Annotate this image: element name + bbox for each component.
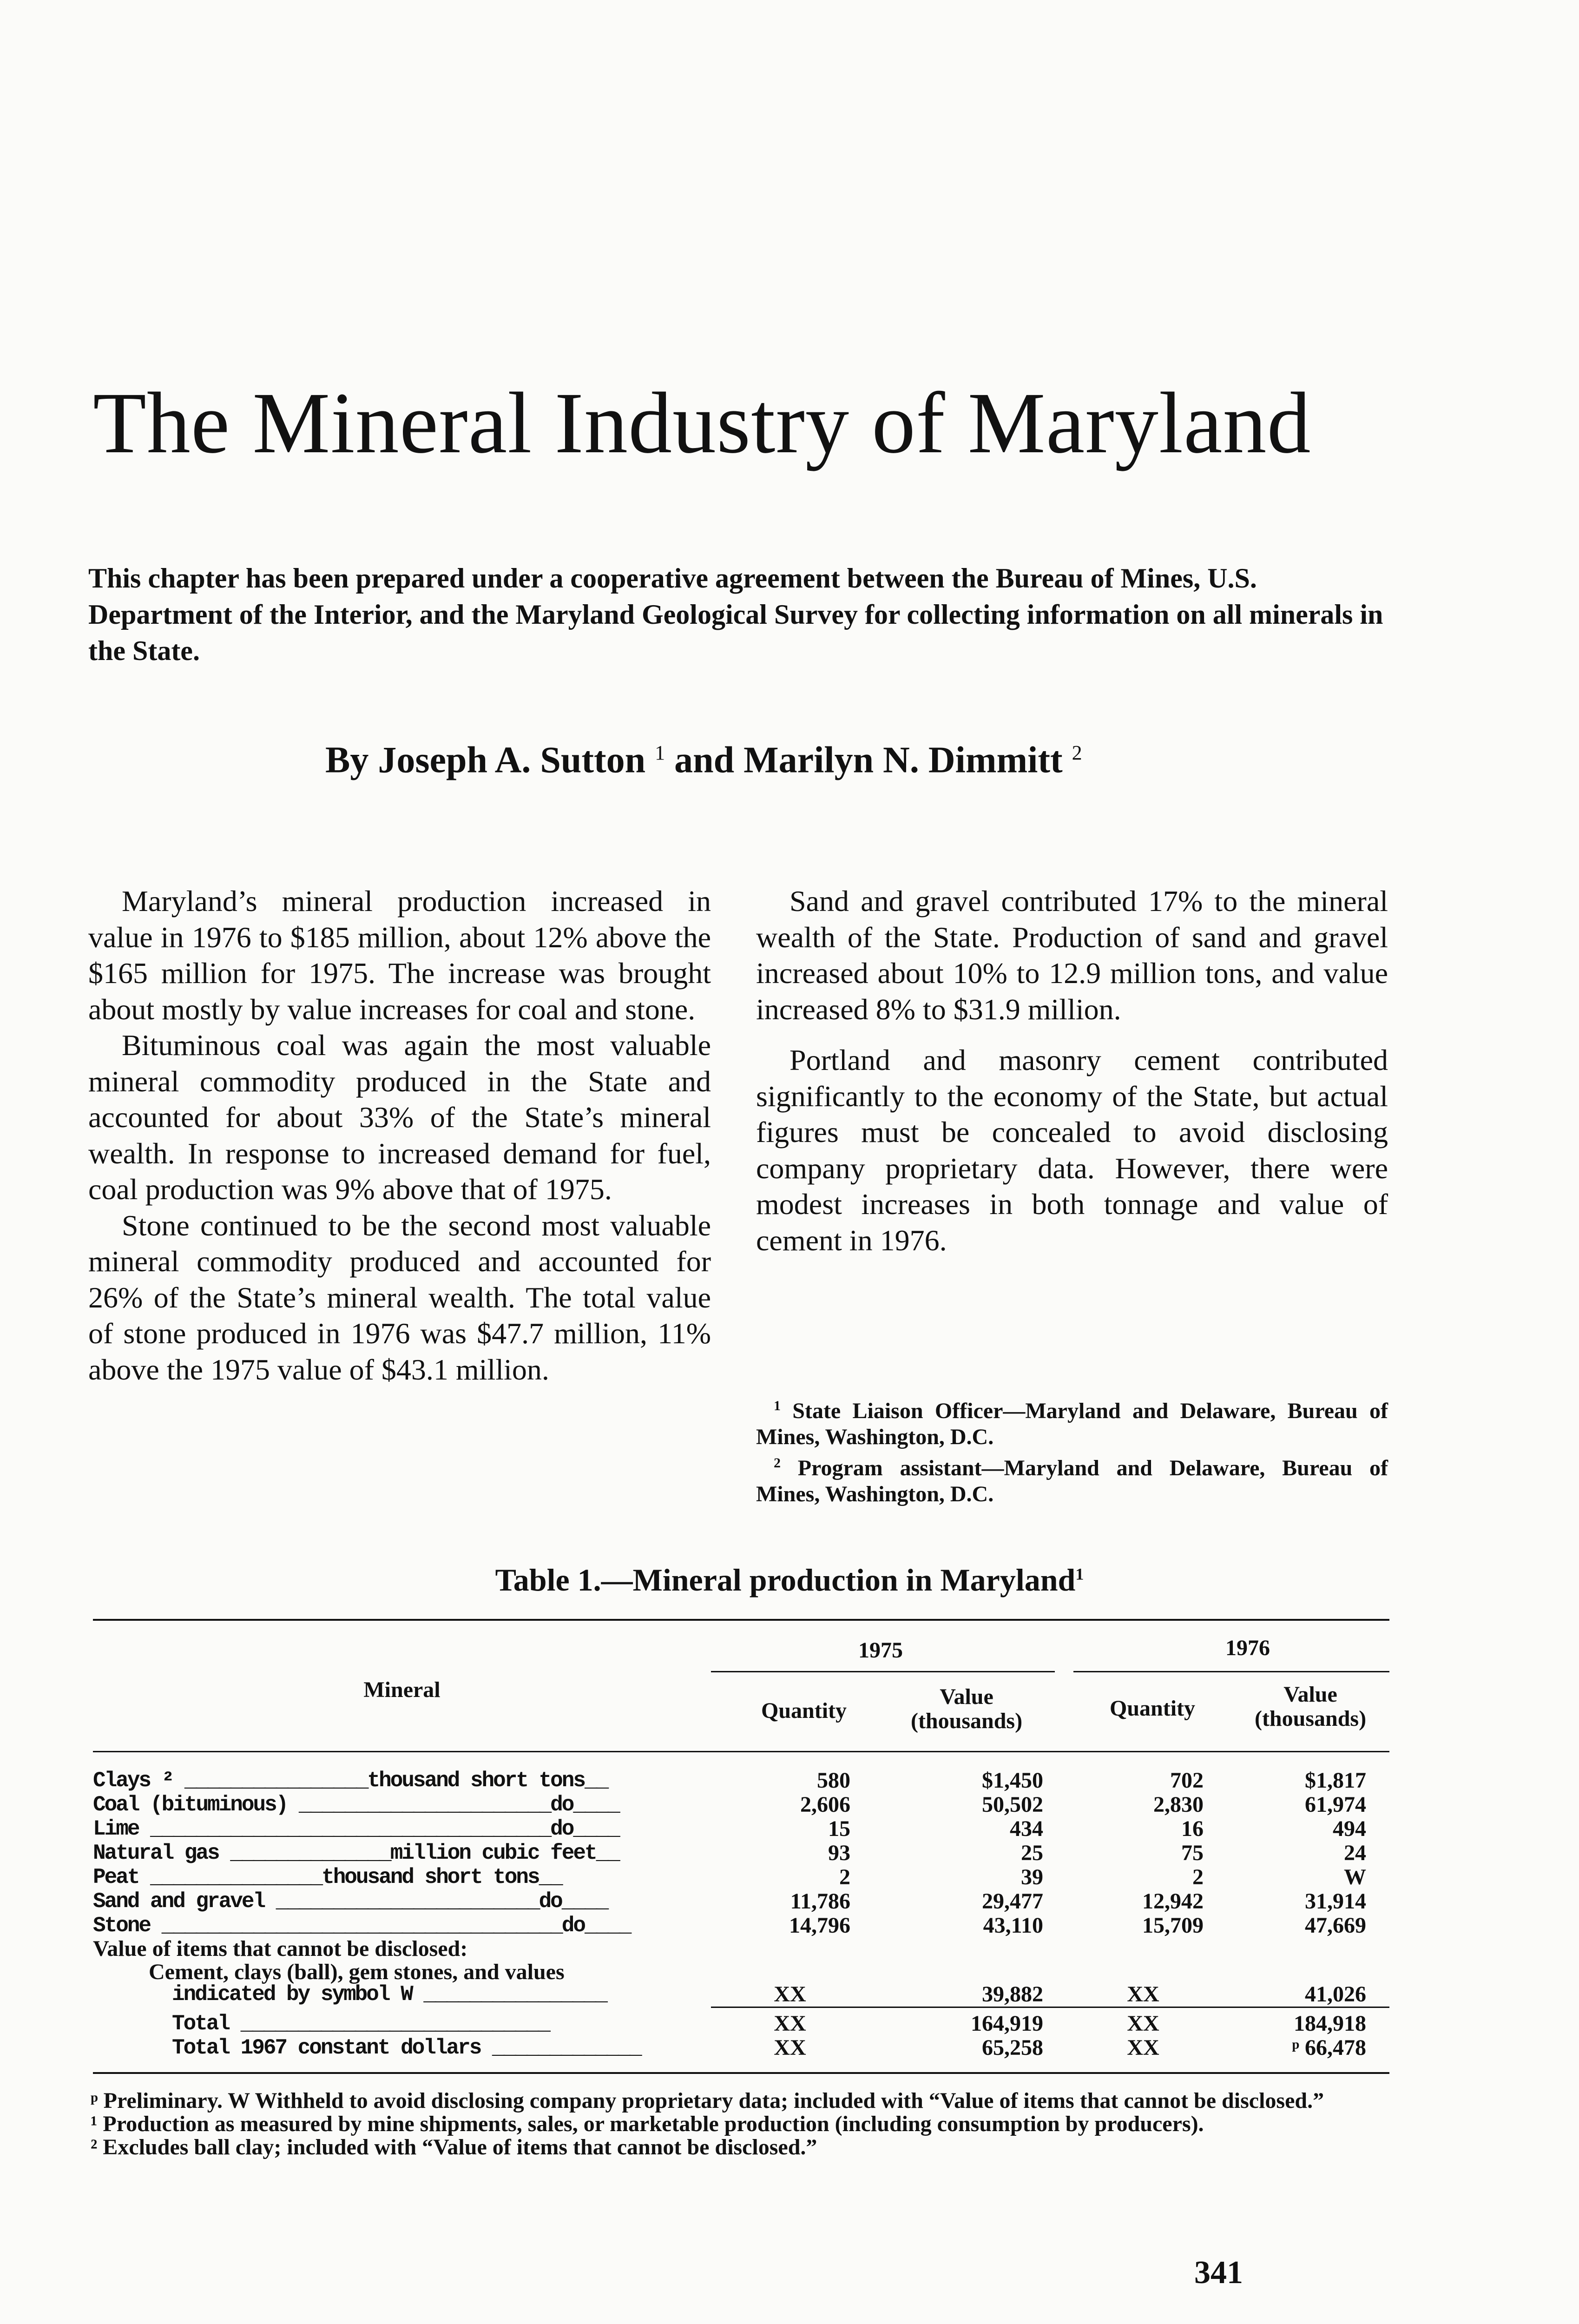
author-footnotes xyxy=(756,1393,1388,1507)
paragraph: Sand and gravel contributed 17% to the mineral wealth of the State. Production of sand and gravel increased about 10% to 12.9 million tons, and value increased 8% to $31.9 million. xyxy=(756,885,1388,1026)
author-1: By Joseph A. Sutton xyxy=(325,739,646,781)
quantity-1976: XX xyxy=(1127,2035,1159,2060)
quantity-1975: 93 xyxy=(828,1841,850,1865)
value-1975: 65,258 xyxy=(982,2035,1043,2060)
byline xyxy=(325,730,1255,784)
footnote: $^1$ State Liaison Officer—Maryland and Delaware, Bureau of Mines, Washington, D.C. xyxy=(756,1398,1388,1449)
quantity-1975: 14,796 xyxy=(789,1913,850,1938)
value-1975: 164,919 xyxy=(971,2011,1043,2036)
undisclosed-subheading: Cement, clays (ball), gem stones, and values xyxy=(149,1960,565,1984)
quantity-1975: XX xyxy=(774,1982,806,2007)
right-column xyxy=(756,883,1388,1258)
table-row xyxy=(0,1841,1579,1865)
footnote: ᵖ Preliminary. W Withheld to avoid disclosing company proprietary data; included with “Value of items that cannot be disclosed.” xyxy=(91,2088,1324,2113)
row-label: Total ___________________________ xyxy=(172,2012,549,2036)
value-1975: 434 xyxy=(1010,1816,1043,1841)
author-1-footnote-mark: 1 xyxy=(655,741,665,764)
quantity-1976: XX xyxy=(1127,1982,1159,2007)
paragraph: Stone continued to be the second most valuable mineral commodity produced and accounted for 26% of the State’s mineral wealth. The total value of stone produced in 1976 was $47.7 million, 11% above the 1975 value of $43.1 million. xyxy=(88,1208,711,1386)
quantity-1976: 2 xyxy=(1192,1865,1204,1889)
table-row xyxy=(0,1889,1579,1914)
value-1976: ᵖ 66,478 xyxy=(1292,2035,1366,2060)
header-quantity-1976: Quantity xyxy=(1109,1696,1196,1721)
footnote: ¹ Production as measured by mine shipments, sales, or marketable production (including consumption by producers). xyxy=(91,2112,1204,2136)
quantity-1975: 11,786 xyxy=(790,1889,850,1914)
value-1975: 25 xyxy=(1021,1841,1043,1865)
value-1976: 47,669 xyxy=(1305,1913,1366,1938)
quantity-1975: XX xyxy=(774,2035,806,2060)
value-1975: $1,450 xyxy=(982,1768,1043,1793)
table-row xyxy=(0,1817,1579,1841)
value-1976: 24 xyxy=(1344,1841,1366,1865)
row-label: indicated by symbol W ________________ xyxy=(172,1982,606,2007)
table-caption: Table 1.—Mineral production in Maryland$^1$ xyxy=(495,1562,1084,1598)
header-value-1976: Value (thousands) xyxy=(1254,1682,1367,1731)
row-label: Total 1967 constant dollars _____________ xyxy=(172,2036,641,2060)
row-label: Coal (bituminous) ______________________do____ xyxy=(93,1793,619,1817)
quantity-1975: XX xyxy=(774,2011,806,2036)
quantity-1976: XX xyxy=(1127,2011,1159,2036)
row-label: Lime ___________________________________do____ xyxy=(93,1817,619,1841)
table-row-constant-dollars xyxy=(0,2036,1579,2060)
value-1976: 494 xyxy=(1333,1816,1366,1841)
value-1975: 43,110 xyxy=(983,1913,1043,1938)
intro-note: This chapter has been prepared under a cooperative agreement between the Bureau of Mines, U.S. Department of the Interior, and the Maryland Geological Survey for collecting information on all minerals in the State. xyxy=(88,563,1383,666)
table-row xyxy=(0,1793,1579,1817)
table-bottom-rule xyxy=(93,2072,1389,2074)
quantity-1976: 16 xyxy=(1181,1816,1204,1841)
footnote: ² Excludes ball clay; included with “Value of items that cannot be disclosed.” xyxy=(91,2135,817,2159)
total-rule xyxy=(711,2007,1389,2008)
page-title: The Mineral Industry of Maryland xyxy=(93,374,1311,471)
value-1975: 29,477 xyxy=(982,1889,1043,1914)
page-number: 341 xyxy=(1194,2255,1243,2291)
value-1975: 39 xyxy=(1021,1865,1043,1889)
paragraph: Bituminous coal was again the most valuable mineral commodity produced in the State and accounted for about 33% of the State’s mineral wealth. In response to increased demand for fuel, coal production was 9% above that of 1975. xyxy=(88,1029,711,1206)
quantity-1975: 2 xyxy=(839,1865,850,1889)
value-1976: W xyxy=(1344,1865,1366,1889)
row-label: Peat _______________thousand short tons__ xyxy=(93,1865,562,1889)
header-year-1976: 1976 xyxy=(1225,1636,1270,1660)
table-row-undisclosed xyxy=(0,1982,1579,2007)
paragraph: Maryland’s mineral production increased in value in 1976 to $185 million, about 12% above the $165 million for 1975. The increase was brought about mostly by value increases for coal and stone. xyxy=(88,885,711,1026)
quantity-1975: 580 xyxy=(817,1768,850,1793)
header-value-1975: Value (thousands) xyxy=(910,1684,1023,1733)
table-top-rule xyxy=(93,1619,1389,1621)
row-label: Stone ___________________________________do____ xyxy=(93,1914,631,1938)
table-row xyxy=(0,1914,1579,1938)
table-footnotes xyxy=(91,2089,1392,2159)
value-1976: 61,974 xyxy=(1305,1792,1366,1817)
paragraph: Portland and masonry cement contributed significantly to the economy of the State, but actual figures must be concealed to avoid disclosing company proprietary data. However, there were modest increases in both tonnage and value of cement in 1976. xyxy=(756,1043,1388,1257)
quantity-1975: 2,606 xyxy=(800,1792,850,1817)
header-year-1975: 1975 xyxy=(858,1638,903,1663)
quantity-1976: 12,942 xyxy=(1142,1889,1204,1914)
value-1975: 50,502 xyxy=(982,1792,1043,1817)
value-1976: 31,914 xyxy=(1305,1889,1366,1914)
table-row-total xyxy=(0,2012,1579,2036)
footnote: $^2$ Program assistant—Maryland and Delaware, Bureau of Mines, Washington, D.C. xyxy=(756,1455,1388,1506)
header-mineral: Mineral xyxy=(363,1677,441,1702)
year-1976-rule xyxy=(1073,1671,1389,1672)
author-2-footnote-mark: 2 xyxy=(1072,741,1082,764)
undisclosed-heading: Value of items that cannot be disclosed: xyxy=(93,1936,468,1961)
quantity-1976: 75 xyxy=(1181,1841,1204,1865)
author-2: and Marilyn N. Dimmitt xyxy=(674,739,1063,781)
row-label: Natural gas ______________million cubic feet__ xyxy=(93,1841,619,1865)
value-1975: 39,882 xyxy=(982,1982,1043,2007)
row-label: Sand and gravel _______________________do____ xyxy=(93,1889,608,1914)
year-1975-rule xyxy=(711,1671,1055,1672)
quantity-1976: 702 xyxy=(1170,1768,1204,1793)
value-1976: 41,026 xyxy=(1305,1982,1366,2007)
value-1976: 184,918 xyxy=(1294,2011,1366,2036)
row-label: Clays ² ________________thousand short tons__ xyxy=(93,1769,608,1793)
header-quantity-1975: Quantity xyxy=(761,1698,847,1723)
left-column xyxy=(88,883,711,1387)
header-bottom-rule xyxy=(93,1751,1389,1752)
quantity-1975: 15 xyxy=(828,1816,850,1841)
value-1976: $1,817 xyxy=(1305,1768,1366,1793)
table-row xyxy=(0,1865,1579,1889)
quantity-1976: 15,709 xyxy=(1142,1913,1204,1938)
quantity-1976: 2,830 xyxy=(1153,1792,1204,1817)
table-row xyxy=(0,1769,1579,1793)
